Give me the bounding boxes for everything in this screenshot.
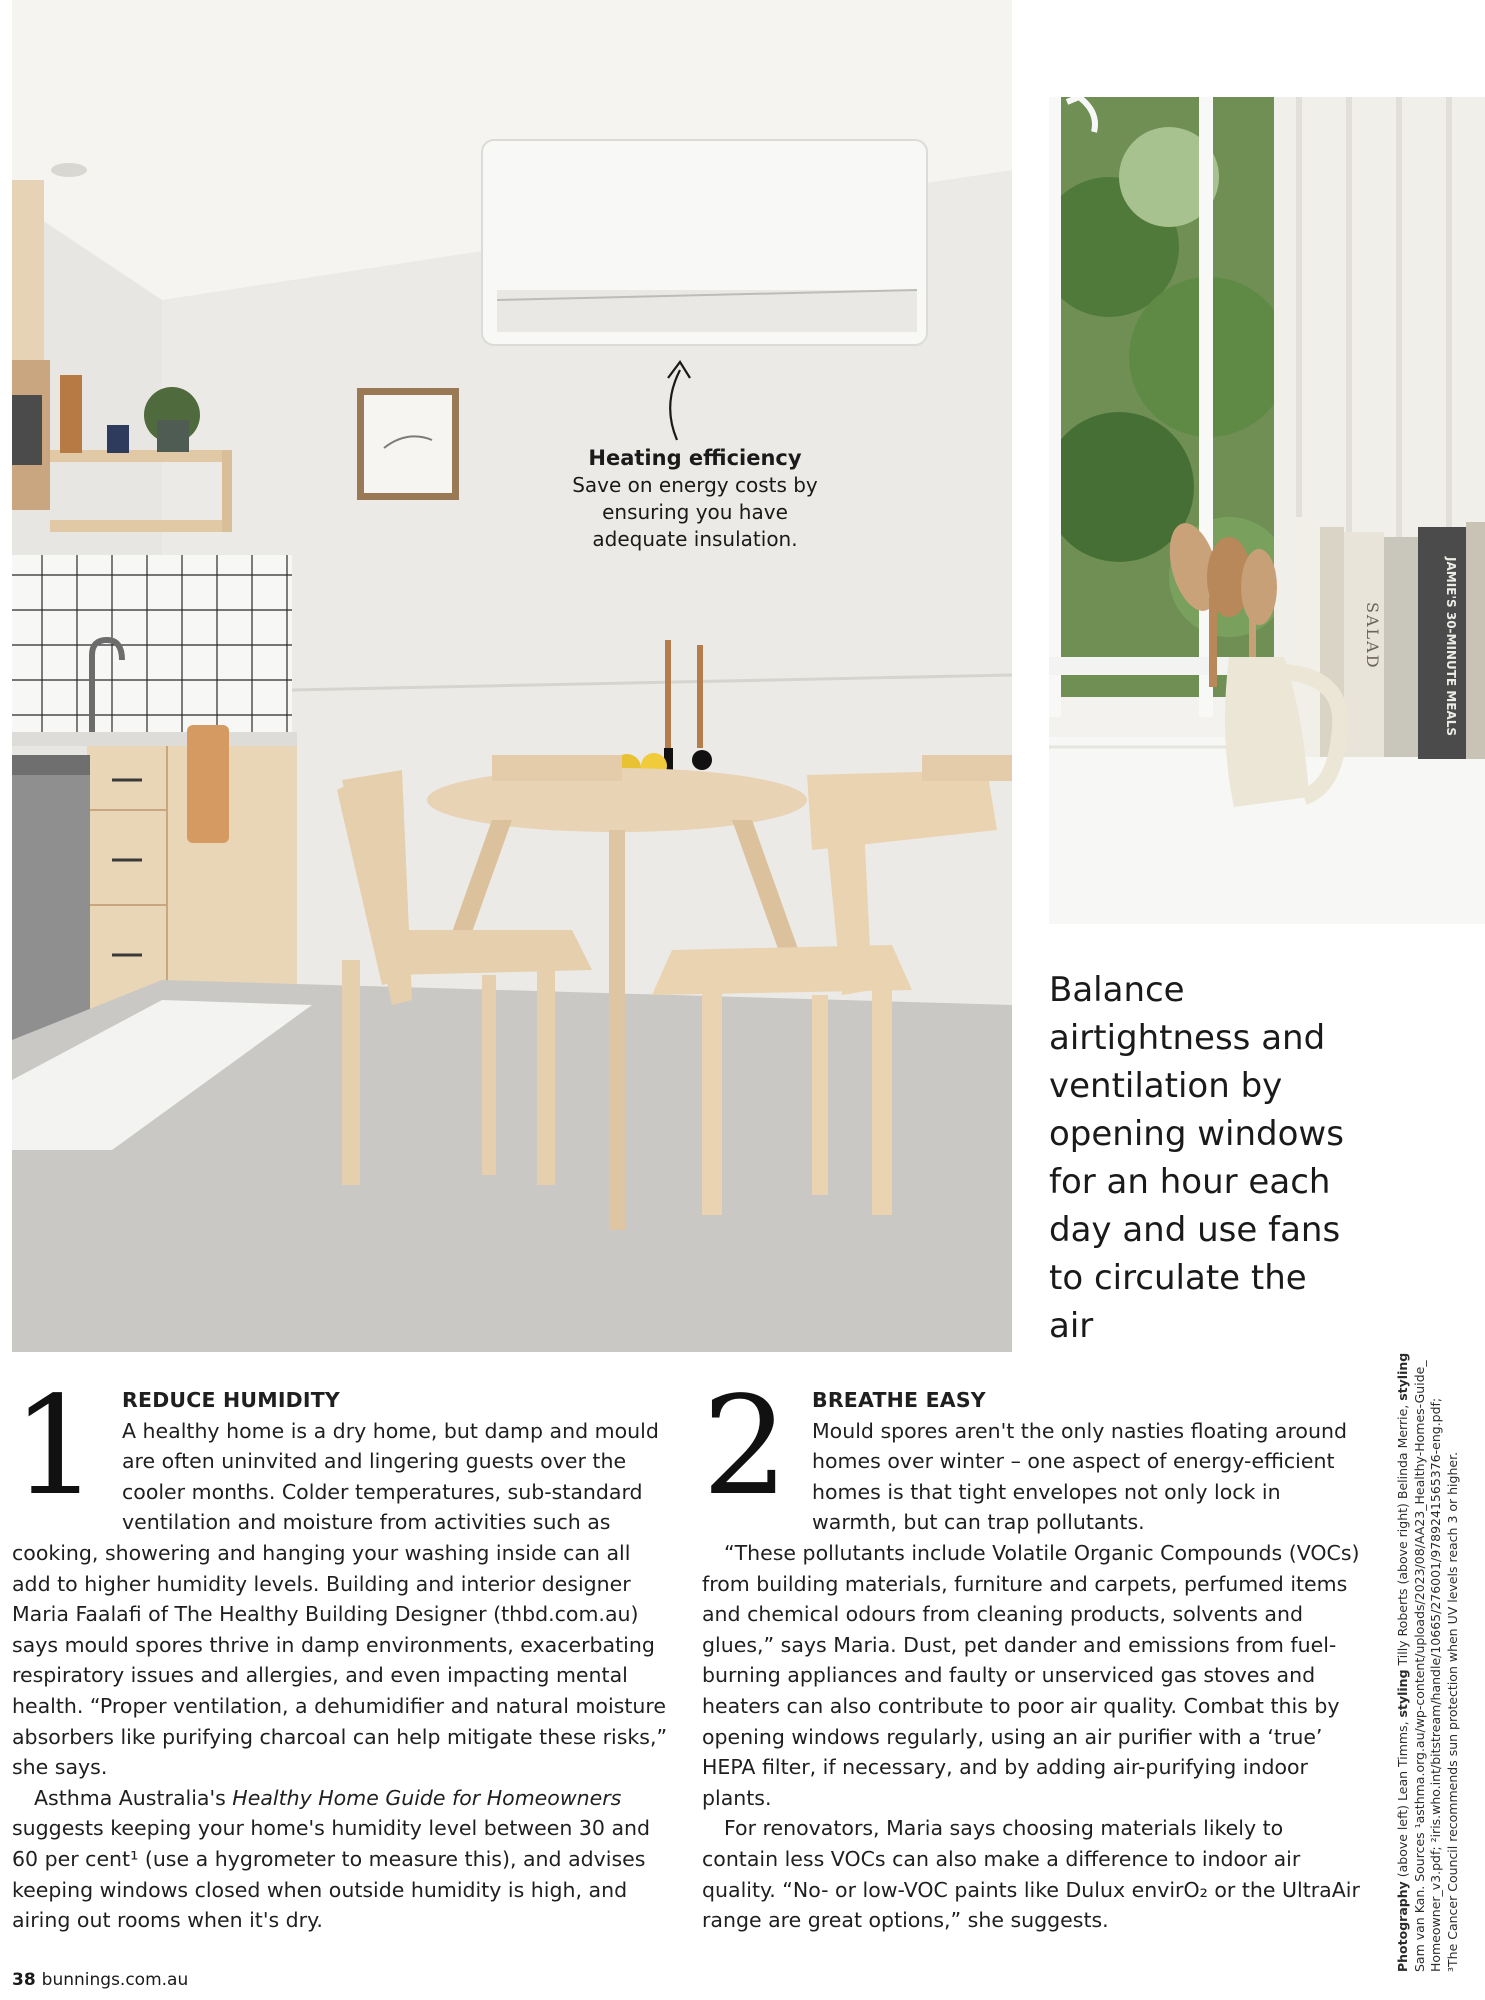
guide-title: Healthy Home Guide for Homeowners [232,1785,622,1810]
section-heading-breathe-easy: BREATHE EASY [812,1388,986,1412]
credits-styling-label-2: styling [1395,1352,1410,1401]
credits-line-2: Sam van Kan. Sources ¹asthma.org.au/wp-content/uploads/2023/08/AA23_Healthy-Homes-Guide_ [1411,1360,1427,1972]
page-footer [12,1970,188,1990]
section2-paragraph-3: For renovators, Maria says choosing materials likely to contain less VOCs can also make a difference to indoor air quality. “No- or low-VOC paints like Dulux envirO₂ or the UltraAir range are great options,” she suggests. [702,1816,1360,1933]
section1-p2-lead: Asthma Australia's [34,1785,233,1810]
section2-paragraph-1: Mould spores aren't the only nasties floating around homes over winter – one aspect of energy-efficient homes is that tight envelopes not only lock in warmth, but can trap pollutants. [812,1418,1347,1535]
section-number-1: 1 [12,1368,99,1526]
window-sill-photo [1049,97,1485,924]
book-spine-jamies: JAMIE'S 30-MINUTE MEALS [1444,557,1458,736]
section-reduce-humidity [12,1368,672,1936]
credits-photo-text: (above left) Lean Timms, [1395,1717,1410,1882]
credits-line-3: Homeowner_v3.pdf; ²iris.who.int/bitstream/handle/10665/276001/9789241565376-eng.pdf; [1428,1397,1443,1972]
book-spine-salad: SALAD [1363,602,1382,670]
section1-p2-rest: suggests keeping your home's humidity level between 30 and 60 per cent¹ (use a hygrometer to measure this), and advises keeping windows closed when outside humidity is high, and airing out rooms when it's dry. [12,1816,651,1933]
credits-styling-label-1: styling [1395,1669,1410,1718]
callout-title: Heating efficiency [588,446,802,470]
photo-credits-sources [1395,1332,1461,1972]
credits-line-1 [1395,1332,1412,1972]
section-breathe-easy [702,1368,1362,1936]
kitchen-dining-photo [12,0,1012,1352]
kitchen-scene-illustration [12,0,1012,1352]
section-heading-reduce-humidity: REDUCE HUMIDITY [122,1388,340,1412]
credits-photography-label: Photography [1395,1881,1410,1972]
section-number-2: 2 [702,1368,789,1526]
section2-paragraph-2: “These pollutants include Volatile Organic Compounds (VOCs) from building materials, furniture and carpets, perfumed items and chemical odours from cleaning products, solvents and glues,” says Maria. Dust, pet dander and emissions from fuel-burning appliances and faulty or unserviced gas stoves and heaters can also contribute to poor air quality. Combat this by opening windows regularly, using an air purifier with a ‘true’ HEPA filter, if necessary, and by adding air-purifying indoor plants. [702,1540,1360,1810]
pull-quote: Balance airtightness and ventilation by opening windows for an hour each day and use fans to circulate the air [1049,970,1344,1346]
footer-site-link[interactable]: bunnings.com.au [41,1970,189,1990]
section1-paragraph-1: A healthy home is a dry home, but damp and mould are often uninvited and lingering guests over the cooler months. Colder temperatures, sub-standard ventilation and moisture from activities such as cooking, showering and hanging your washing inside can all add to higher humidity levels. Building and interior designer Maria Faalafi of The Healthy Building Designer (thbd.com.au) says mould spores thrive in damp environments, exacerbating respiratory issues and allergies, and even impacting mental health. “Proper ventilation, a dehumidifier and natural moisture absorbers like purifying charcoal can help mitigate these risks,” she says. [12,1418,668,1780]
callout-text: Save on energy costs by ensuring you have adequate insulation. [572,473,818,551]
credits-line-4: ³The Cancer Council recommends sun protection when UV levels reach 3 or higher. [1444,1451,1460,1972]
section1-paragraph-2 [12,1783,672,1936]
page-number: 38 [12,1970,36,1990]
credits-styling-text: Tilly Roberts (above right) Belinda Merrie, [1395,1400,1410,1670]
window-sill-illustration [1049,97,1485,924]
heating-efficiency-callout [560,445,830,553]
